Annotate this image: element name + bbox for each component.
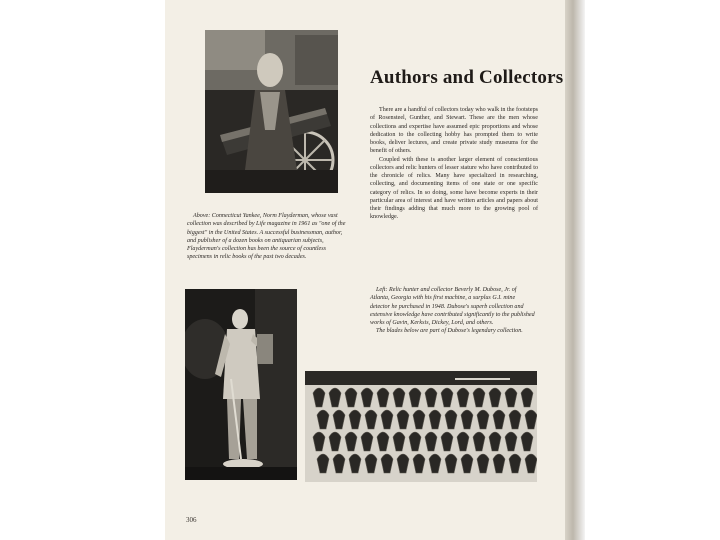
caption-text: Left: Relic hunter and collector Beverly M. Dubose, Jr. of Atlanta, Georgia with his first machine, a surplus G.I. mine detector he purchased in 1948. Dubose's superb collection and extensive knowledge have contributed significantly to the published works of Gavin, Kerksis, Dickey, Lord, and others. (370, 287, 535, 327)
caption-left-photo (370, 286, 536, 336)
caption-text: Above: Connecticut Yankee, Norm Flayderman, whose vast collection was described by Life magazine in 1961 as "one of the biggest" in the United States. A successful businessman, author, and publisher of a dozen books on antiquarian subjects, Flayderman's collection has been the source of countless specimens in relic books of the past two decades. (187, 213, 346, 261)
photo-sword-collection (305, 371, 537, 482)
body-paragraph: There are a handful of collectors today who walk in the footsteps of Rosensteel, Gunther, and Stewart. These are the men whose collections and expertise have assumed epic proportions and whose dedication to the collecting hobby has prompted them to write books, deliver lectures, and create private study museums for the benefit of others. (370, 107, 538, 155)
caption-text: The blades below are part of Dubose's legendary collection. (376, 328, 523, 335)
body-paragraph: Coupled with these is another larger element of conscientious collectors and relic hunters of lesser stature who have contributed to the chronicle of relics. Many have specialized in researching, collecting, and documenting items of one state or one specific category of relics. In so doing, some have become experts in their particular area of interest and have written articles and papers about their findings adding that much more to the growing pool of knowledge. (370, 156, 538, 221)
page-edge-shadow (565, 0, 585, 540)
photo-collector-with-cannon (205, 30, 338, 193)
page-number: 306 (186, 516, 197, 524)
caption-above-photo (187, 212, 347, 262)
page-title: Authors and Collectors (370, 66, 564, 88)
body-text (370, 106, 538, 222)
photo-collector-with-mine-detector (185, 289, 297, 480)
